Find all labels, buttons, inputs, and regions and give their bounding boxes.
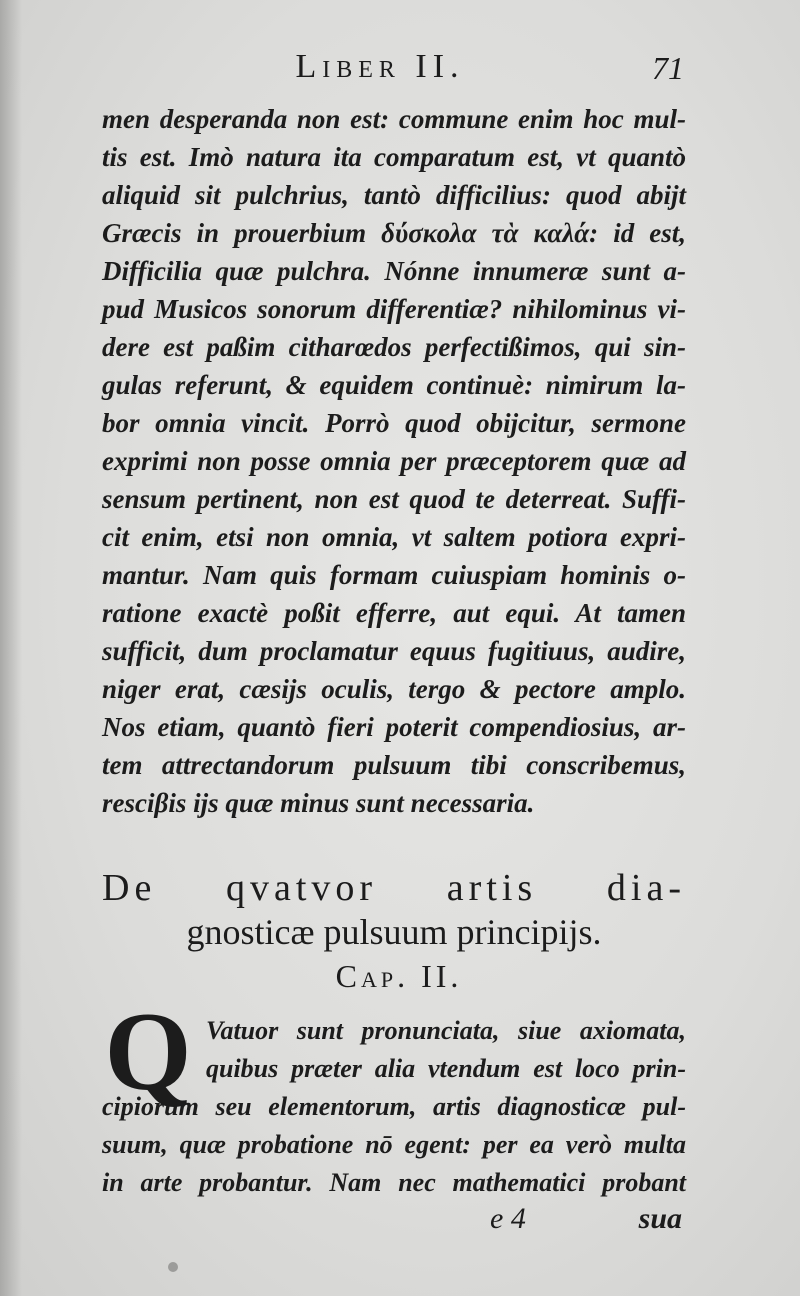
text-line: in arte probantur. Nam nec mathematici probant [102, 1168, 686, 1197]
text-line: Vatuor sunt pronunciata, siue axiomata, [206, 1016, 686, 1045]
text-line: Græcis in prouerbium δύσκολα τὰ καλά: id est, [102, 218, 686, 248]
text-line: men desperanda non est: commune enim hoc mul- [102, 104, 686, 134]
chapter-number: Cap. II. [335, 958, 463, 994]
catchword: sua [638, 1202, 682, 1235]
text-line: gulas referunt, & equidem continuè: nimirum la- [102, 370, 686, 400]
text-line: sufficit, dum proclamatur equus fugitiuus, audire, [102, 636, 686, 666]
text-line: suum, quæ probatione nō egent: per ea verò multa [102, 1130, 686, 1159]
text-line: dere est paßim citharœdos perfectißimos, qui sin- [102, 332, 686, 362]
text-line: Difficilia quæ pulchra. Nónne innumeræ sunt a- [102, 256, 686, 286]
text-line: cipiorum seu elementorum, artis diagnosticæ pul- [102, 1092, 686, 1121]
chapter-title-line: De qvatvor artis dia- [102, 867, 686, 909]
binding-shadow [0, 0, 22, 1296]
text-line: exprimi non posse omnia per præceptorem quæ ad [102, 446, 686, 476]
text-line: cit enim, etsi non omnia, vt saltem potiora expri- [102, 522, 686, 552]
text-line: ratione exactè poßit efferre, aut equi. At tamen [102, 598, 686, 628]
text-line: tis est. Imò natura ita comparatum est, vt quantò [102, 142, 686, 172]
text-line: niger erat, cæsijs oculis, tergo & pectore amplo. [102, 674, 686, 704]
text-line: sensum pertinent, non est quod te deterreat. Suffi- [102, 484, 686, 514]
text-line: mantur. Nam quis formam cuiuspiam hominis o- [102, 560, 686, 590]
paper-speck [168, 1262, 178, 1272]
text-line: tem attrectandorum pulsuum tibi conscribemus, [102, 750, 686, 780]
page-number: 71 [652, 50, 684, 86]
drop-cap-initial: Q [104, 990, 192, 1114]
text-line: resciβis ijs quæ minus sunt necessaria. [102, 788, 535, 818]
text-line: Nos etiam, quantò fieri poterit compendiosius, ar- [102, 712, 686, 742]
text-line: aliquid sit pulchrius, tantò difficilius: quod abijt [102, 180, 686, 210]
chapter-text [102, 1012, 686, 1202]
chapter-title-line: gnosticæ pulsuum principijs. [186, 912, 602, 952]
running-head: Liber II. [295, 48, 465, 85]
text-line: quibus præter alia vtendum est loco prin- [206, 1054, 686, 1083]
page-footer [102, 1198, 686, 1238]
text-line: pud Musicos sonorum differentiæ? nihilominus vi- [102, 294, 686, 324]
text-line: bor omnia vincit. Porrò quod obijcitur, sermone [102, 408, 686, 438]
signature-mark: e 4 [490, 1202, 526, 1235]
chapter-heading [102, 866, 686, 998]
body-text [102, 100, 686, 822]
